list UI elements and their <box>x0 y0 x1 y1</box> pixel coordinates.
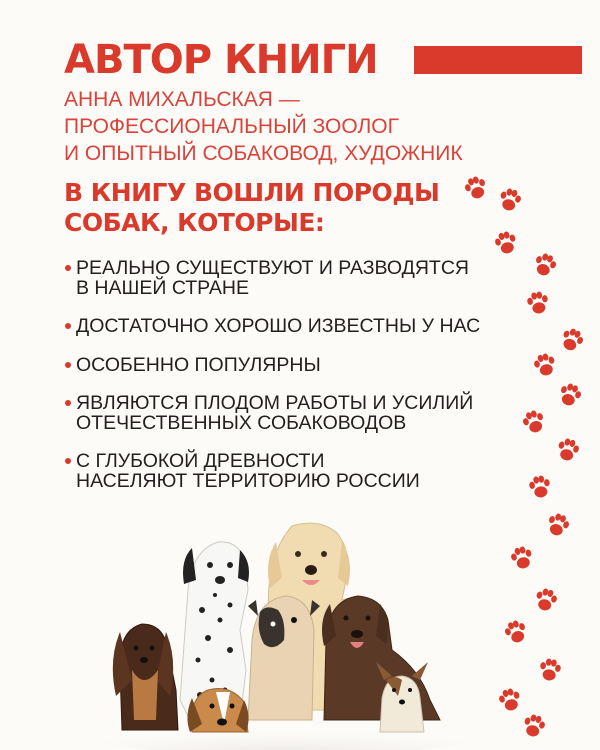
bullet-dot-icon <box>65 362 71 368</box>
breeds-heading-line: В КНИГУ ВОШЛИ ПОРОДЫ <box>64 178 440 207</box>
bullet-dot-icon <box>65 265 71 271</box>
paw-print-icon <box>503 618 530 645</box>
list-item-line: В НАШЕЙ СТРАНЕ <box>76 277 249 299</box>
title-accent-bar <box>414 46 582 74</box>
page-title: АВТОР КНИГИ <box>64 37 378 83</box>
dogs-group-photo <box>80 520 490 750</box>
breeds-heading-line: СОБАК, КОТОРЫЕ: <box>64 208 325 237</box>
paw-print-icon <box>463 174 490 201</box>
bullet-dot-icon <box>65 400 71 406</box>
paw-print-icon <box>538 657 562 682</box>
list-item-line: РЕАЛЬНО СУЩЕСТВУЮТ И РАЗВОДЯТСЯ <box>76 257 470 279</box>
paw-print-icon <box>545 511 572 538</box>
author-line: И ОПЫТНЫЙ СОБАКОВОД, ХУДОЖНИК <box>64 142 463 165</box>
paw-print-icon <box>558 326 586 354</box>
paw-print-icon <box>521 713 546 739</box>
paw-print-icon <box>557 381 584 408</box>
paw-print-icon <box>555 437 580 463</box>
breeds-heading <box>64 178 439 238</box>
list-item <box>64 393 473 433</box>
chocolate-labrador-dog <box>322 596 440 720</box>
paw-print-icon <box>526 290 550 315</box>
paw-print-icon <box>497 687 522 713</box>
pug-dog <box>248 596 320 720</box>
list-item <box>64 258 469 298</box>
list-item-line: ОТЕЧЕСТВЕННЫХ СОБАКОВОДОВ <box>76 412 407 434</box>
bullet-dot-icon <box>65 323 71 329</box>
author-line: АННА МИХАЛЬСКАЯ — <box>64 88 300 111</box>
list-item <box>64 451 420 491</box>
author-line: ПРОФЕССИОНАЛЬНЫЙ ЗООЛОГ <box>64 115 399 138</box>
list-item <box>64 355 321 375</box>
author-description <box>64 86 524 167</box>
paw-print-icon <box>497 187 522 213</box>
paw-print-icon <box>532 251 559 278</box>
list-item-line: ОСОБЕННО ПОПУЛЯРНЫ <box>76 354 321 376</box>
paw-print-icon <box>493 230 518 256</box>
paw-print-icon <box>521 408 548 435</box>
paw-print-icon <box>533 587 558 613</box>
list-item <box>64 316 480 336</box>
paw-print-icon <box>528 474 552 499</box>
list-item-line: НАСЕЛЯЮТ ТЕРРИТОРИЮ РОССИИ <box>76 470 420 492</box>
paw-print-icon <box>532 352 557 378</box>
list-item-line: ЯВЛЯЮТСЯ ПЛОДОМ РАБОТЫ И УСИЛИЙ <box>76 392 474 414</box>
spaniel-dog <box>113 624 178 730</box>
list-item-line: С ГЛУБОКОЙ ДРЕВНОСТИ <box>76 450 325 472</box>
bullet-dot-icon <box>65 458 71 464</box>
list-item-line: ДОСТАТОЧНО ХОРОШО ИЗВЕСТНЫ У НАС <box>76 315 481 337</box>
paw-print-icon <box>509 545 534 571</box>
